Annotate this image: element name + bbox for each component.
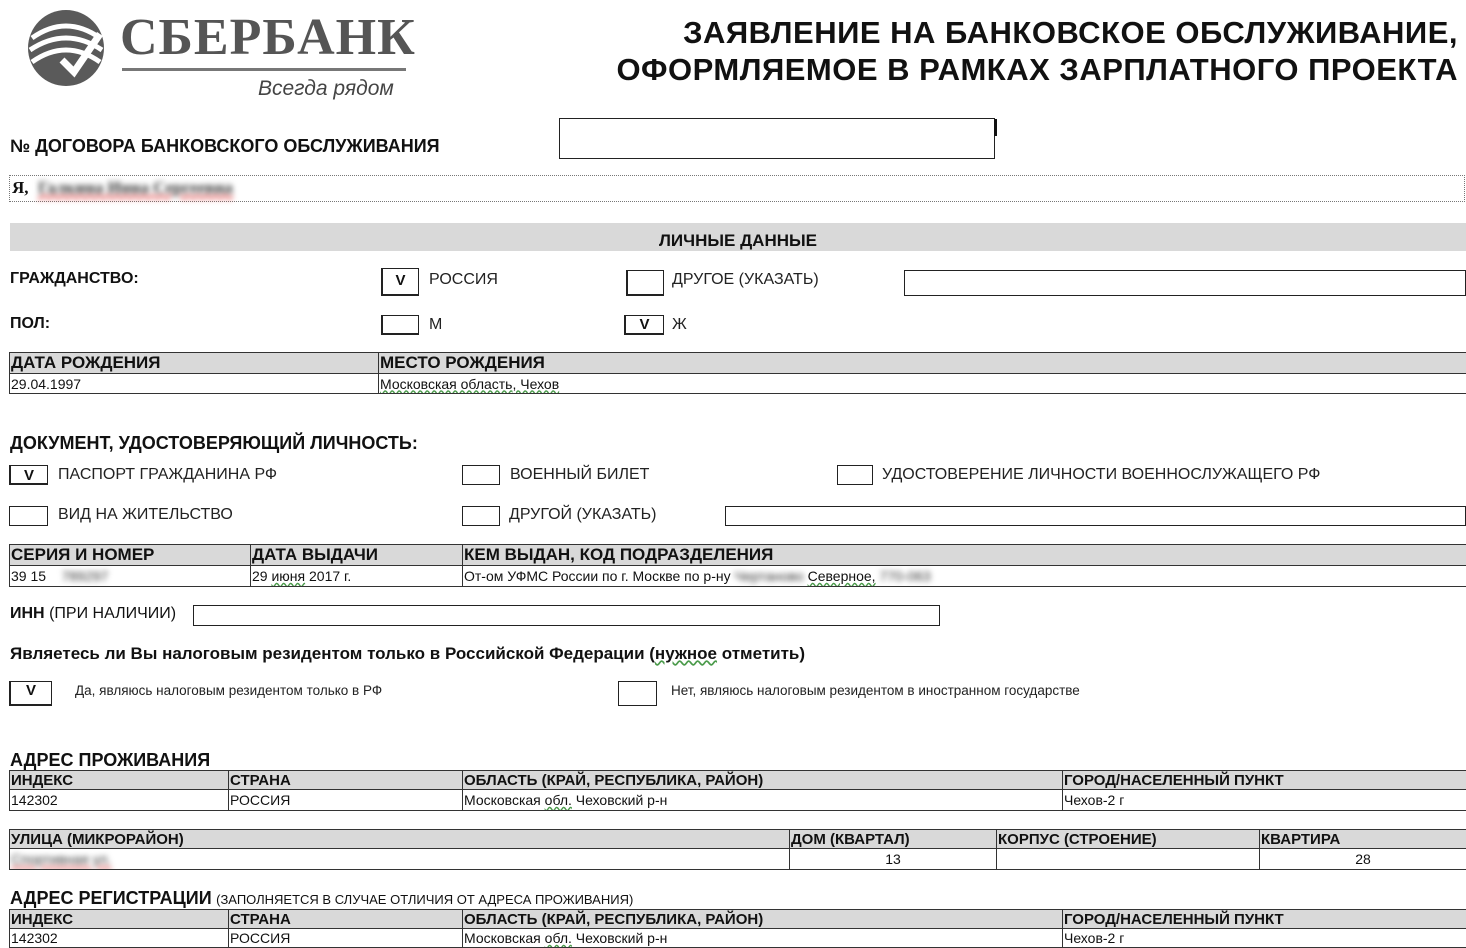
registration-region-part1: Московская xyxy=(464,930,545,946)
residence-house-header: ДОМ (КВАРТАЛ) xyxy=(790,830,997,849)
series-number-header: СЕРИЯ И НОМЕР xyxy=(10,545,251,566)
issue-day: 29 xyxy=(252,568,268,584)
personal-section-title: ЛИЧНЫЕ ДАННЫЕ xyxy=(10,231,1466,251)
gender-f-checkbox[interactable]: V xyxy=(624,315,664,335)
registration-region-header: ОБЛАСТЬ (КРАЙ, РЕСПУБЛИКА, РАЙОН) xyxy=(463,910,1063,929)
citizenship-other-label: ДРУГОЕ (УКАЗАТЬ) xyxy=(672,271,819,289)
military-id-label: ВОЕННЫЙ БИЛЕТ xyxy=(510,466,649,484)
tax-resident-no-checkbox[interactable] xyxy=(618,681,657,706)
registration-country-value[interactable]: РОССИЯ xyxy=(229,929,463,948)
issued-by-code: 770-063 xyxy=(879,568,930,584)
issue-month: июня xyxy=(271,568,305,584)
gender-label: ПОЛ: xyxy=(10,315,50,333)
military-id-checkbox[interactable] xyxy=(462,465,500,485)
series-number-value[interactable] xyxy=(10,566,251,587)
residence-building-header: КОРПУС (СТРОЕНИЕ) xyxy=(997,830,1260,849)
contract-number-field[interactable] xyxy=(559,118,995,159)
birth-place-header: МЕСТО РОЖДЕНИЯ xyxy=(379,353,1466,374)
residence-permit-label: ВИД НА ЖИТЕЛЬСТВО xyxy=(58,506,233,524)
passport-number: 789297 xyxy=(62,568,109,584)
issue-year: 2017 г. xyxy=(309,568,351,584)
other-document-field[interactable] xyxy=(725,506,1466,526)
inn-label-hint: (ПРИ НАЛИЧИИ) xyxy=(49,605,176,622)
issue-date-value[interactable] xyxy=(251,566,463,587)
contract-label: № ДОГОВОРА БАНКОВСКОГО ОБСЛУЖИВАНИЯ xyxy=(10,136,440,157)
registration-index-header: ИНДЕКС xyxy=(10,910,229,929)
other-document-label: ДРУГОЙ (УКАЗАТЬ) xyxy=(509,506,656,524)
issued-by-header: КЕМ ВЫДАН, КОД ПОДРАЗДЕЛЕНИЯ xyxy=(463,545,1466,566)
applicant-name[interactable] xyxy=(38,178,233,198)
residence-apartment-value[interactable]: 28 xyxy=(1260,849,1466,870)
issued-by-prefix: От-ом УФМС России по г. Москве по р-ну xyxy=(464,568,731,584)
passport-series: 39 15 xyxy=(11,568,46,584)
residence-street-table xyxy=(9,829,1466,870)
registration-country-header: СТРАНА xyxy=(229,910,463,929)
serviceman-id-label: УДОСТОВЕРЕНИЕ ЛИЧНОСТИ ВОЕННОСЛУЖАЩЕГО РФ xyxy=(882,466,1320,484)
registration-city-value[interactable]: Чехов-2 г xyxy=(1063,929,1466,948)
document-table xyxy=(9,544,1466,587)
form-title-line1: ЗАЯВЛЕНИЕ НА БАНКОВСКОЕ ОБСЛУЖИВАНИЕ, xyxy=(616,14,1458,51)
logo-tagline: Всегда рядом xyxy=(258,77,394,101)
residence-country-header: СТРАНА xyxy=(229,771,463,790)
residence-index-value[interactable]: 142302 xyxy=(10,790,229,811)
residence-country-value[interactable]: РОССИЯ xyxy=(229,790,463,811)
passport-label: ПАСПОРТ ГРАЖДАНИНА РФ xyxy=(58,466,277,484)
residence-region-part2: обл. xyxy=(545,792,572,808)
tax-resident-no-label: Нет, являюсь налоговым резидентом в иностранном государстве xyxy=(671,683,1080,698)
tax-resident-yes-label: Да, являюсь налоговым резидентом только в РФ xyxy=(75,683,382,698)
residence-apartment-header: КВАРТИРА xyxy=(1260,830,1466,849)
form-title-line2: ОФОРМЛЯЕМОЕ В РАМКАХ ЗАРПЛАТНОГО ПРОЕКТА xyxy=(616,51,1458,88)
document-heading: ДОКУМЕНТ, УДОСТОВЕРЯЮЩИЙ ЛИЧНОСТЬ: xyxy=(10,433,418,454)
residence-street-header: УЛИЦА (МИКРОРАЙОН) xyxy=(10,830,790,849)
birth-place-text: Московская область, Чехов xyxy=(380,376,559,392)
citizenship-russia-checkbox[interactable]: V xyxy=(381,268,419,296)
residence-city-header: ГОРОД/НАСЕЛЕННЫЙ ПУНКТ xyxy=(1063,771,1466,790)
residence-building-value[interactable] xyxy=(997,849,1260,870)
contract-field-tick xyxy=(994,119,997,136)
registration-address-table xyxy=(9,909,1466,948)
tax-question-part1: Являетесь ли Вы налоговым резидентом только в Российской Федерации ( xyxy=(10,644,655,663)
residence-street-value[interactable] xyxy=(10,849,790,870)
birth-date-header: ДАТА РОЖДЕНИЯ xyxy=(10,353,379,374)
gender-m-label: М xyxy=(429,316,442,334)
gender-f-label: Ж xyxy=(672,316,687,334)
applicant-name-value: Галкина Инна Сергеевна xyxy=(38,178,233,198)
citizenship-other-checkbox[interactable] xyxy=(626,270,664,296)
inn-label-text: ИНН xyxy=(10,605,45,622)
issued-by-district: Чертаново xyxy=(735,568,804,584)
other-document-checkbox[interactable] xyxy=(462,506,500,526)
birth-place-value[interactable] xyxy=(379,374,1466,394)
logo-wordmark: СБЕРБАНК xyxy=(120,8,416,67)
registration-region-part3: Чеховский р-н xyxy=(572,930,667,946)
sberbank-logo xyxy=(26,8,106,88)
registration-index-value[interactable]: 142302 xyxy=(10,929,229,948)
residence-street-text: Спортивная ул. xyxy=(11,851,111,867)
issued-by-area: Северное, xyxy=(808,568,876,584)
issue-date-header: ДАТА ВЫДАЧИ xyxy=(251,545,463,566)
registration-address-heading xyxy=(10,888,633,909)
logo-divider xyxy=(122,68,406,71)
issued-by-value[interactable] xyxy=(463,566,1466,587)
inn-label xyxy=(10,605,176,623)
residence-index-header: ИНДЕКС xyxy=(10,771,229,790)
citizenship-label: ГРАЖДАНСТВО: xyxy=(10,270,139,288)
registration-heading-text: АДРЕС РЕГИСТРАЦИИ xyxy=(10,888,212,908)
tax-resident-yes-checkbox[interactable]: V xyxy=(9,681,52,706)
residence-house-value[interactable]: 13 xyxy=(790,849,997,870)
birth-table xyxy=(9,352,1466,394)
tax-question xyxy=(10,644,805,664)
residence-address-heading: АДРЕС ПРОЖИВАНИЯ xyxy=(10,750,210,771)
serviceman-id-checkbox[interactable] xyxy=(837,465,873,485)
tax-question-part2: нужное xyxy=(655,644,717,663)
residence-region-value[interactable] xyxy=(463,790,1063,811)
residence-permit-checkbox[interactable] xyxy=(9,506,48,526)
residence-region-part3: Чеховский р-н xyxy=(572,792,667,808)
registration-city-header: ГОРОД/НАСЕЛЕННЫЙ ПУНКТ xyxy=(1063,910,1466,929)
citizenship-other-field[interactable] xyxy=(904,270,1466,296)
residence-region-header: ОБЛАСТЬ (КРАЙ, РЕСПУБЛИКА, РАЙОН) xyxy=(463,771,1063,790)
residence-address-table xyxy=(9,770,1466,811)
applicant-prefix: Я, xyxy=(12,178,29,198)
registration-region-part2: обл. xyxy=(545,930,572,946)
residence-city-value[interactable]: Чехов-2 г xyxy=(1063,790,1466,811)
birth-date-value[interactable]: 29.04.1997 xyxy=(10,374,379,394)
gender-m-checkbox[interactable] xyxy=(381,315,419,335)
residence-region-part1: Московская xyxy=(464,792,545,808)
passport-checkbox[interactable]: V xyxy=(9,465,48,485)
sberbank-logo-icon xyxy=(26,8,106,88)
form-title xyxy=(616,14,1458,88)
registration-region-value[interactable] xyxy=(463,929,1063,948)
registration-note: (ЗАПОЛНЯЕТСЯ В СЛУЧАЕ ОТЛИЧИЯ ОТ АДРЕСА ПРОЖИВАНИЯ) xyxy=(216,892,633,907)
tax-question-part3: отметить) xyxy=(717,644,805,663)
inn-field[interactable] xyxy=(193,605,940,626)
citizenship-russia-label: РОССИЯ xyxy=(429,271,498,289)
